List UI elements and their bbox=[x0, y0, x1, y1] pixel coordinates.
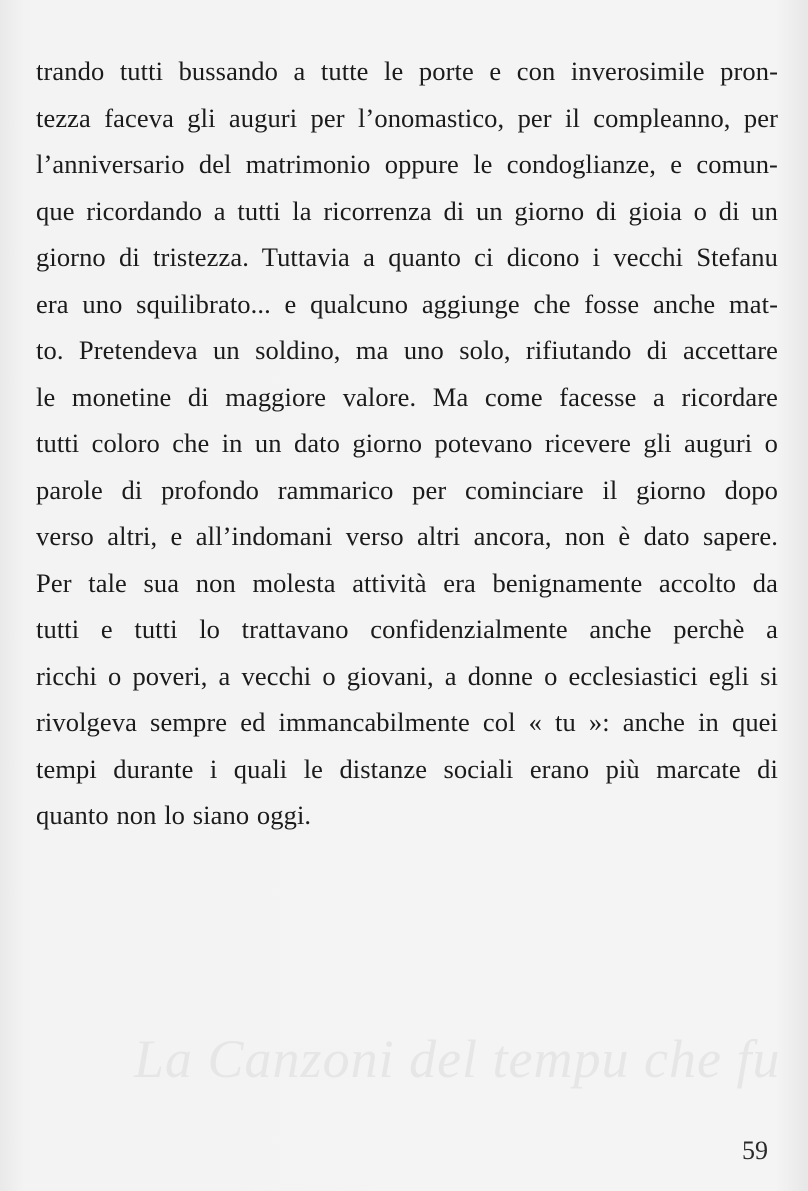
text-line: era uno squilibrato... e qualcuno aggiunge che fosse anche mat- bbox=[36, 288, 778, 319]
text-line: rivolgeva sempre ed immancabilmente col « tu »: anche in quei bbox=[36, 707, 778, 737]
text-line: giorno di tristezza. Tuttavia a quanto ci dicono i vecchi Stefanu bbox=[36, 242, 778, 272]
text-line: tutti e tutti lo trattavano confidenzialmente anche perchè a bbox=[36, 614, 778, 644]
text-line: le monetine di maggiore valore. Ma come facesse a ricordare bbox=[36, 381, 778, 412]
watermark-text: La Canzoni del tempu che fu bbox=[134, 1029, 781, 1089]
text-line: tempi durante i quali le distanze sociali erano più marcate di bbox=[36, 753, 778, 784]
body-text bbox=[36, 48, 778, 839]
text-line: Per tale sua non molesta attività era benignamente accolto da bbox=[36, 567, 778, 598]
text-line: l’anniversario del matrimonio oppure le condoglianze, e comun- bbox=[36, 149, 778, 179]
page-number: 59 bbox=[742, 1136, 768, 1165]
text-line: que ricordando a tutti la ricorrenza di un giorno di gioia o di un bbox=[36, 195, 778, 226]
text-line-last: quanto non lo siano oggi. bbox=[36, 800, 312, 830]
text-line: ricchi o poveri, a vecchi o giovani, a donne o ecclesiastici egli si bbox=[36, 660, 778, 691]
text-line: tezza faceva gli auguri per l’onomastico, per il compleanno, per bbox=[36, 102, 778, 133]
text-line: parole di profondo rammarico per cominciare il giorno dopo bbox=[36, 474, 778, 505]
text-line: tutti coloro che in un dato giorno potevano ricevere gli auguri o bbox=[36, 428, 778, 458]
text-line: to. Pretendeva un soldino, ma uno solo, rifiutando di accettare bbox=[36, 335, 778, 365]
text-line: verso altri, e all’indomani verso altri ancora, non è dato sapere. bbox=[36, 521, 778, 551]
text-line: trando tutti bussando a tutte le porte e con inverosimile pron- bbox=[36, 56, 778, 86]
